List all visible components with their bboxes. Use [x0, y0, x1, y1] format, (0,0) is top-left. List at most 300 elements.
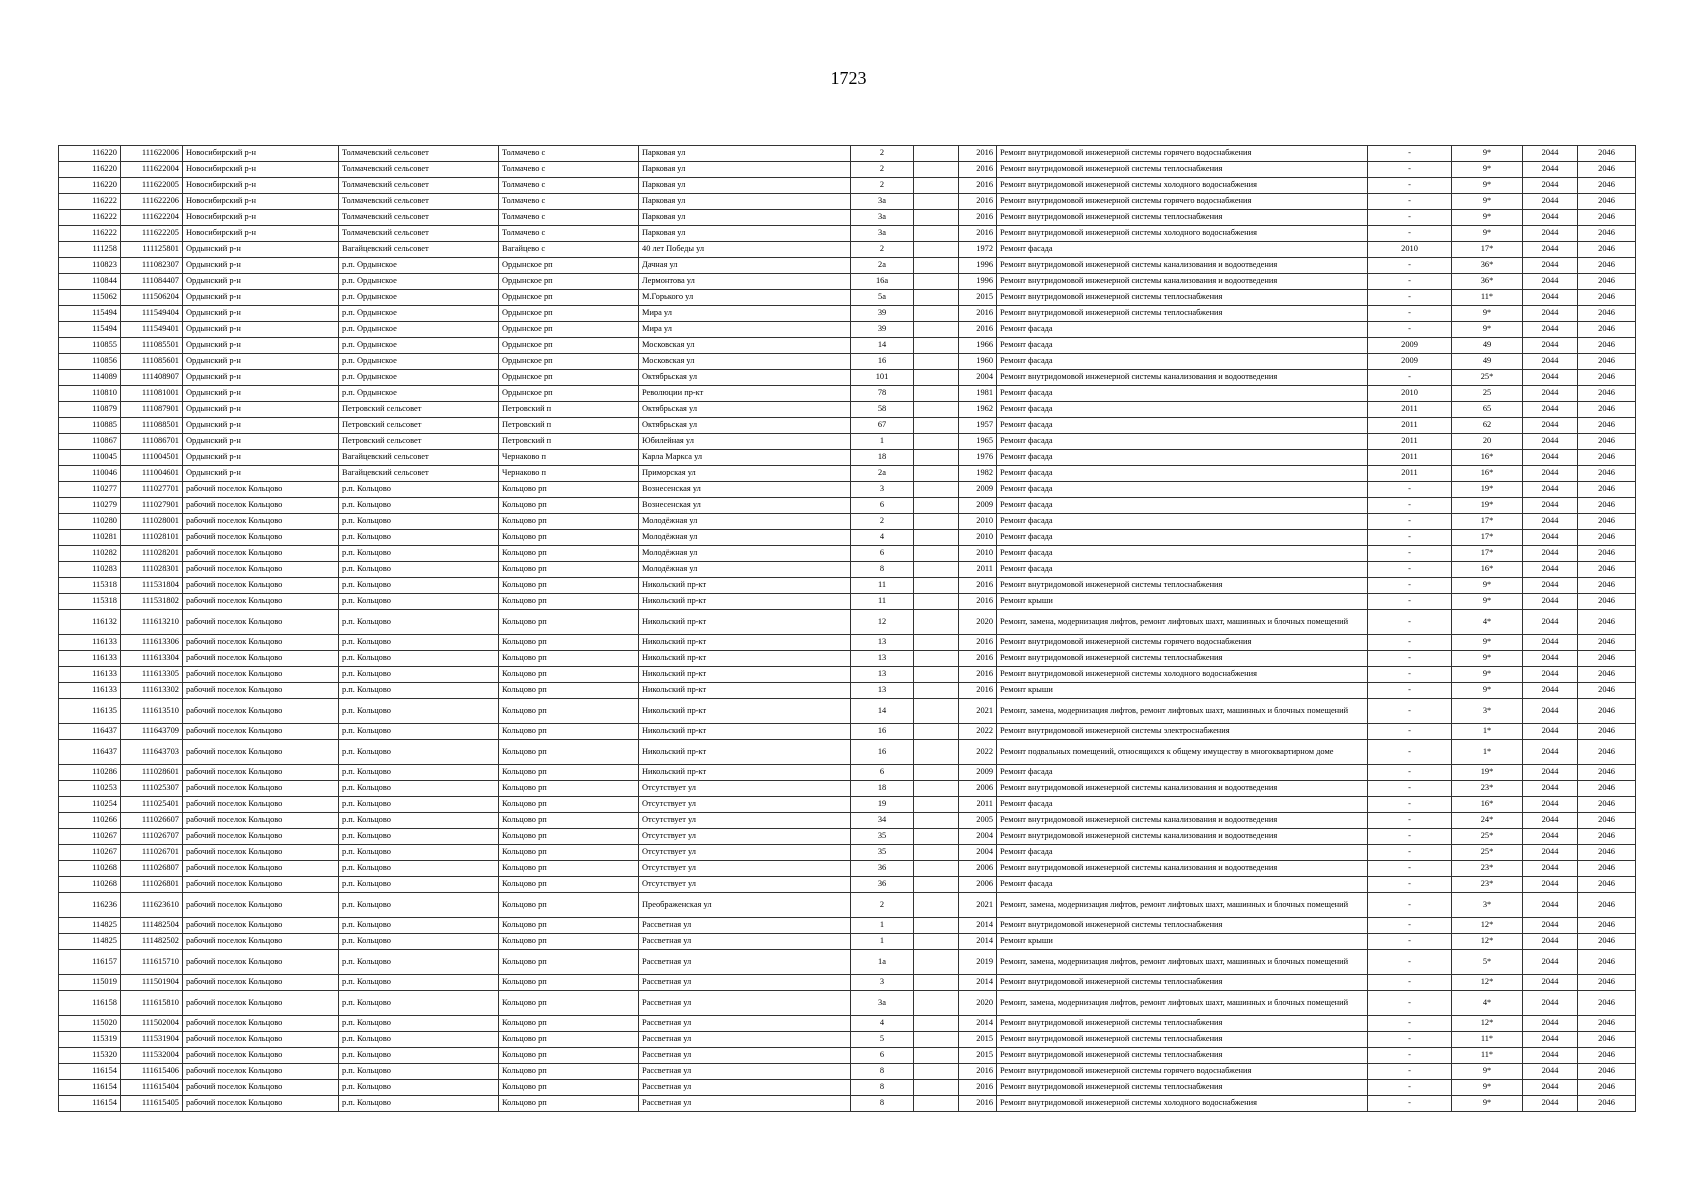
element-id-cell: 111615710	[121, 950, 183, 975]
house-number-cell: 58	[851, 402, 914, 418]
house-id-cell: 110823	[59, 258, 121, 274]
settlement-cell: Ордынское рп	[499, 386, 639, 402]
work-type-cell: Ремонт, замена, модернизация лифтов, ремонт лифтовых шахт, машинных и блочных помещений	[997, 991, 1368, 1016]
street-cell: Парковая ул	[639, 226, 851, 242]
element-id-cell: 111622206	[121, 194, 183, 210]
wear-cell: 62	[1452, 418, 1523, 434]
house-number-cell: 2	[851, 146, 914, 162]
municipality-cell: Вагайцевский сельсовет	[339, 242, 499, 258]
element-id-cell: 111532004	[121, 1048, 183, 1064]
wear-cell: 19*	[1452, 498, 1523, 514]
house-number-cell: 3а	[851, 226, 914, 242]
element-id-cell: 111622005	[121, 178, 183, 194]
house-id-cell: 110266	[59, 813, 121, 829]
street-cell: 40 лет Победы ул	[639, 242, 851, 258]
wear-cell: 12*	[1452, 975, 1523, 991]
municipality-cell: р.п. Кольцово	[339, 975, 499, 991]
house-id-cell: 116154	[59, 1064, 121, 1080]
element-id-cell: 111549404	[121, 306, 183, 322]
work-type-cell: Ремонт подвальных помещений, относящихся к общему имуществу в многоквартирном доме	[997, 740, 1368, 765]
house-id-cell: 116236	[59, 893, 121, 918]
municipality-cell: р.п. Кольцово	[339, 594, 499, 610]
year-cell: 1981	[959, 386, 997, 402]
house-number-cell: 34	[851, 813, 914, 829]
year-cell: 1972	[959, 242, 997, 258]
table-row	[59, 370, 1636, 386]
table-row	[59, 1048, 1636, 1064]
building-cell	[914, 1048, 959, 1064]
year-cell: 2011	[959, 562, 997, 578]
house-number-cell: 16	[851, 724, 914, 740]
plan-start-cell: 2044	[1523, 274, 1578, 290]
house-id-cell: 115494	[59, 306, 121, 322]
settlement-cell: Кольцово рп	[499, 829, 639, 845]
municipality-cell: Петровский сельсовет	[339, 402, 499, 418]
plan-end-cell: 2046	[1578, 1064, 1636, 1080]
work-type-cell: Ремонт фасада	[997, 514, 1368, 530]
plan-end-cell: 2046	[1578, 724, 1636, 740]
street-cell: Никольский пр-кт	[639, 765, 851, 781]
plan-start-cell: 2044	[1523, 635, 1578, 651]
table-row	[59, 635, 1636, 651]
work-type-cell: Ремонт внутридомовой инженерной системы теплоснабжения	[997, 162, 1368, 178]
settlement-cell: Кольцово рп	[499, 934, 639, 950]
plan-start-cell: 2044	[1523, 162, 1578, 178]
plan-start-cell: 2044	[1523, 829, 1578, 845]
plan-end-cell: 2046	[1578, 370, 1636, 386]
table-row	[59, 667, 1636, 683]
last-repair-year-cell: -	[1368, 562, 1452, 578]
plan-start-cell: 2044	[1523, 1096, 1578, 1112]
plan-end-cell: 2046	[1578, 594, 1636, 610]
last-repair-year-cell: -	[1368, 683, 1452, 699]
element-id-cell: 111501904	[121, 975, 183, 991]
plan-end-cell: 2046	[1578, 258, 1636, 274]
house-number-cell: 4	[851, 1016, 914, 1032]
plan-start-cell: 2044	[1523, 258, 1578, 274]
plan-end-cell: 2046	[1578, 178, 1636, 194]
settlement-cell: Кольцово рп	[499, 893, 639, 918]
building-cell	[914, 683, 959, 699]
settlement-cell: Кольцово рп	[499, 724, 639, 740]
street-cell: Октябрьская ул	[639, 402, 851, 418]
element-id-cell: 111482504	[121, 918, 183, 934]
wear-cell: 17*	[1452, 546, 1523, 562]
settlement-cell: Кольцово рп	[499, 1080, 639, 1096]
table-row	[59, 482, 1636, 498]
street-cell: Рассветная ул	[639, 975, 851, 991]
municipality-cell: Петровский сельсовет	[339, 434, 499, 450]
element-id-cell: 111622006	[121, 146, 183, 162]
element-id-cell: 111613305	[121, 667, 183, 683]
house-number-cell: 11	[851, 594, 914, 610]
work-type-cell: Ремонт внутридомовой инженерной системы горячего водоснабжения	[997, 146, 1368, 162]
house-number-cell: 14	[851, 699, 914, 724]
plan-end-cell: 2046	[1578, 242, 1636, 258]
table-row	[59, 893, 1636, 918]
house-id-cell: 110267	[59, 829, 121, 845]
year-cell: 2016	[959, 178, 997, 194]
plan-end-cell: 2046	[1578, 781, 1636, 797]
last-repair-year-cell: 2011	[1368, 402, 1452, 418]
table-row	[59, 975, 1636, 991]
work-type-cell: Ремонт внутридомовой инженерной системы горячего водоснабжения	[997, 194, 1368, 210]
last-repair-year-cell: -	[1368, 274, 1452, 290]
district-cell: Ордынский р-н	[183, 354, 339, 370]
element-id-cell: 111028201	[121, 546, 183, 562]
street-cell: Московская ул	[639, 338, 851, 354]
settlement-cell: Петровский п	[499, 418, 639, 434]
table-row	[59, 258, 1636, 274]
district-cell: Ордынский р-н	[183, 338, 339, 354]
last-repair-year-cell: -	[1368, 1096, 1452, 1112]
plan-end-cell: 2046	[1578, 651, 1636, 667]
house-id-cell: 114089	[59, 370, 121, 386]
municipality-cell: Петровский сельсовет	[339, 418, 499, 434]
house-id-cell: 115020	[59, 1016, 121, 1032]
plan-end-cell: 2046	[1578, 918, 1636, 934]
municipality-cell: р.п. Кольцово	[339, 1016, 499, 1032]
last-repair-year-cell: -	[1368, 546, 1452, 562]
work-type-cell: Ремонт внутридомовой инженерной системы теплоснабжения	[997, 975, 1368, 991]
house-number-cell: 36	[851, 877, 914, 893]
work-type-cell: Ремонт внутридомовой инженерной системы теплоснабжения	[997, 651, 1368, 667]
house-number-cell: 11	[851, 578, 914, 594]
settlement-cell: Кольцово рп	[499, 514, 639, 530]
building-cell	[914, 893, 959, 918]
work-type-cell: Ремонт, замена, модернизация лифтов, ремонт лифтовых шахт, машинных и блочных помещений	[997, 950, 1368, 975]
work-type-cell: Ремонт фасада	[997, 322, 1368, 338]
building-cell	[914, 450, 959, 466]
house-id-cell: 116158	[59, 991, 121, 1016]
plan-start-cell: 2044	[1523, 1032, 1578, 1048]
wear-cell: 9*	[1452, 578, 1523, 594]
year-cell: 2016	[959, 306, 997, 322]
work-type-cell: Ремонт фасада	[997, 797, 1368, 813]
work-type-cell: Ремонт крыши	[997, 934, 1368, 950]
settlement-cell: Кольцово рп	[499, 918, 639, 934]
building-cell	[914, 338, 959, 354]
table-row	[59, 226, 1636, 242]
table-row	[59, 845, 1636, 861]
work-type-cell: Ремонт внутридомовой инженерной системы горячего водоснабжения	[997, 1064, 1368, 1080]
house-number-cell: 13	[851, 667, 914, 683]
table-row	[59, 724, 1636, 740]
last-repair-year-cell: 2011	[1368, 418, 1452, 434]
work-type-cell: Ремонт фасада	[997, 877, 1368, 893]
table-row	[59, 210, 1636, 226]
table-row	[59, 934, 1636, 950]
year-cell: 2016	[959, 594, 997, 610]
last-repair-year-cell: -	[1368, 877, 1452, 893]
building-cell	[914, 226, 959, 242]
plan-start-cell: 2044	[1523, 530, 1578, 546]
municipality-cell: Толмачевский сельсовет	[339, 226, 499, 242]
house-id-cell: 116222	[59, 210, 121, 226]
work-type-cell: Ремонт внутридомовой инженерной системы теплоснабжения	[997, 1032, 1368, 1048]
house-number-cell: 1	[851, 918, 914, 934]
building-cell	[914, 466, 959, 482]
house-number-cell: 1	[851, 434, 914, 450]
municipality-cell: р.п. Кольцово	[339, 829, 499, 845]
plan-end-cell: 2046	[1578, 562, 1636, 578]
district-cell: рабочий поселок Кольцово	[183, 482, 339, 498]
district-cell: рабочий поселок Кольцово	[183, 594, 339, 610]
plan-end-cell: 2046	[1578, 1096, 1636, 1112]
element-id-cell: 111025307	[121, 781, 183, 797]
house-number-cell: 8	[851, 1096, 914, 1112]
district-cell: рабочий поселок Кольцово	[183, 651, 339, 667]
house-id-cell: 115318	[59, 594, 121, 610]
house-id-cell: 110856	[59, 354, 121, 370]
last-repair-year-cell: -	[1368, 740, 1452, 765]
year-cell: 2010	[959, 514, 997, 530]
plan-end-cell: 2046	[1578, 498, 1636, 514]
table-row	[59, 194, 1636, 210]
house-number-cell: 2	[851, 893, 914, 918]
house-id-cell: 116133	[59, 667, 121, 683]
municipality-cell: р.п. Кольцово	[339, 1080, 499, 1096]
house-number-cell: 2	[851, 162, 914, 178]
table-row	[59, 950, 1636, 975]
table-row	[59, 829, 1636, 845]
work-type-cell: Ремонт внутридомовой инженерной системы канализования и водоотведения	[997, 274, 1368, 290]
building-cell	[914, 210, 959, 226]
year-cell: 1957	[959, 418, 997, 434]
last-repair-year-cell: -	[1368, 482, 1452, 498]
district-cell: рабочий поселок Кольцово	[183, 1064, 339, 1080]
municipality-cell: р.п. Кольцово	[339, 781, 499, 797]
street-cell: Рассветная ул	[639, 991, 851, 1016]
building-cell	[914, 861, 959, 877]
table-row	[59, 861, 1636, 877]
plan-end-cell: 2046	[1578, 210, 1636, 226]
building-cell	[914, 813, 959, 829]
last-repair-year-cell: -	[1368, 194, 1452, 210]
wear-cell: 12*	[1452, 918, 1523, 934]
house-id-cell: 115062	[59, 290, 121, 306]
settlement-cell: Кольцово рп	[499, 813, 639, 829]
plan-start-cell: 2044	[1523, 546, 1578, 562]
year-cell: 2016	[959, 194, 997, 210]
district-cell: рабочий поселок Кольцово	[183, 1096, 339, 1112]
wear-cell: 17*	[1452, 530, 1523, 546]
element-id-cell: 111613510	[121, 699, 183, 724]
wear-cell: 24*	[1452, 813, 1523, 829]
table-row	[59, 514, 1636, 530]
year-cell: 2016	[959, 578, 997, 594]
year-cell: 1966	[959, 338, 997, 354]
street-cell: Октябрьская ул	[639, 418, 851, 434]
house-id-cell: 110855	[59, 338, 121, 354]
year-cell: 1960	[959, 354, 997, 370]
house-id-cell: 110283	[59, 562, 121, 578]
plan-start-cell: 2044	[1523, 845, 1578, 861]
element-id-cell: 111531804	[121, 578, 183, 594]
last-repair-year-cell: -	[1368, 893, 1452, 918]
plan-end-cell: 2046	[1578, 418, 1636, 434]
building-cell	[914, 740, 959, 765]
element-id-cell: 111026607	[121, 813, 183, 829]
house-number-cell: 2	[851, 178, 914, 194]
settlement-cell: Вагайцево с	[499, 242, 639, 258]
element-id-cell: 111026807	[121, 861, 183, 877]
last-repair-year-cell: -	[1368, 290, 1452, 306]
street-cell: Никольский пр-кт	[639, 651, 851, 667]
table-row	[59, 1080, 1636, 1096]
work-type-cell: Ремонт внутридомовой инженерной системы теплоснабжения	[997, 1080, 1368, 1096]
wear-cell: 9*	[1452, 635, 1523, 651]
district-cell: рабочий поселок Кольцово	[183, 546, 339, 562]
municipality-cell: р.п. Кольцово	[339, 546, 499, 562]
building-cell	[914, 562, 959, 578]
plan-start-cell: 2044	[1523, 178, 1578, 194]
plan-end-cell: 2046	[1578, 274, 1636, 290]
street-cell: Молодёжная ул	[639, 546, 851, 562]
house-id-cell: 110844	[59, 274, 121, 290]
wear-cell: 5*	[1452, 950, 1523, 975]
building-cell	[914, 975, 959, 991]
house-number-cell: 36	[851, 861, 914, 877]
element-id-cell: 111622205	[121, 226, 183, 242]
house-number-cell: 39	[851, 306, 914, 322]
municipality-cell: Толмачевский сельсовет	[339, 210, 499, 226]
district-cell: Ордынский р-н	[183, 306, 339, 322]
municipality-cell: р.п. Кольцово	[339, 934, 499, 950]
municipality-cell: р.п. Кольцово	[339, 877, 499, 893]
work-type-cell: Ремонт внутридомовой инженерной системы теплоснабжения	[997, 578, 1368, 594]
plan-end-cell: 2046	[1578, 610, 1636, 635]
table-row	[59, 146, 1636, 162]
municipality-cell: р.п. Кольцово	[339, 918, 499, 934]
house-number-cell: 6	[851, 546, 914, 562]
plan-end-cell: 2046	[1578, 1048, 1636, 1064]
house-number-cell: 5а	[851, 290, 914, 306]
house-id-cell: 110280	[59, 514, 121, 530]
table-row	[59, 338, 1636, 354]
house-number-cell: 3	[851, 482, 914, 498]
year-cell: 2009	[959, 765, 997, 781]
district-cell: рабочий поселок Кольцово	[183, 765, 339, 781]
house-id-cell: 110254	[59, 797, 121, 813]
street-cell: Парковая ул	[639, 194, 851, 210]
last-repair-year-cell: -	[1368, 651, 1452, 667]
street-cell: Рассветная ул	[639, 1096, 851, 1112]
work-type-cell: Ремонт внутридомовой инженерной системы канализования и водоотведения	[997, 861, 1368, 877]
street-cell: Никольский пр-кт	[639, 667, 851, 683]
municipality-cell: р.п. Ордынское	[339, 290, 499, 306]
element-id-cell: 111025401	[121, 797, 183, 813]
house-number-cell: 16	[851, 354, 914, 370]
wear-cell: 9*	[1452, 322, 1523, 338]
street-cell: Рассветная ул	[639, 1048, 851, 1064]
settlement-cell: Ордынское рп	[499, 322, 639, 338]
house-number-cell: 16	[851, 740, 914, 765]
year-cell: 2015	[959, 290, 997, 306]
house-id-cell: 110885	[59, 418, 121, 434]
work-type-cell: Ремонт внутридомовой инженерной системы теплоснабжения	[997, 290, 1368, 306]
building-cell	[914, 306, 959, 322]
building-cell	[914, 578, 959, 594]
plan-start-cell: 2044	[1523, 386, 1578, 402]
district-cell: рабочий поселок Кольцово	[183, 991, 339, 1016]
last-repair-year-cell: -	[1368, 934, 1452, 950]
year-cell: 2016	[959, 146, 997, 162]
work-type-cell: Ремонт внутридомовой инженерной системы теплоснабжения	[997, 306, 1368, 322]
settlement-cell: Кольцово рп	[499, 845, 639, 861]
house-id-cell: 110281	[59, 530, 121, 546]
street-cell: Молодёжная ул	[639, 530, 851, 546]
municipality-cell: р.п. Кольцово	[339, 1064, 499, 1080]
plan-start-cell: 2044	[1523, 1048, 1578, 1064]
year-cell: 2016	[959, 651, 997, 667]
table-row	[59, 683, 1636, 699]
table-row	[59, 450, 1636, 466]
table-row	[59, 740, 1636, 765]
building-cell	[914, 699, 959, 724]
settlement-cell: Кольцово рп	[499, 610, 639, 635]
year-cell: 2016	[959, 322, 997, 338]
street-cell: Рассветная ул	[639, 918, 851, 934]
house-id-cell: 116133	[59, 683, 121, 699]
plan-start-cell: 2044	[1523, 893, 1578, 918]
plan-end-cell: 2046	[1578, 861, 1636, 877]
plan-end-cell: 2046	[1578, 934, 1636, 950]
settlement-cell: Кольцово рп	[499, 1096, 639, 1112]
year-cell: 2004	[959, 845, 997, 861]
district-cell: Ордынский р-н	[183, 386, 339, 402]
street-cell: Мира ул	[639, 322, 851, 338]
settlement-cell: Кольцово рп	[499, 635, 639, 651]
district-cell: Новосибирский р-н	[183, 162, 339, 178]
house-id-cell: 116222	[59, 226, 121, 242]
municipality-cell: р.п. Кольцово	[339, 950, 499, 975]
plan-start-cell: 2044	[1523, 210, 1578, 226]
table-row	[59, 781, 1636, 797]
year-cell: 2022	[959, 740, 997, 765]
street-cell: Рассветная ул	[639, 1032, 851, 1048]
table-row	[59, 242, 1636, 258]
house-id-cell: 116437	[59, 724, 121, 740]
wear-cell: 9*	[1452, 683, 1523, 699]
year-cell: 2016	[959, 210, 997, 226]
table-row	[59, 530, 1636, 546]
house-id-cell: 110286	[59, 765, 121, 781]
table-row	[59, 877, 1636, 893]
element-id-cell: 111643703	[121, 740, 183, 765]
last-repair-year-cell: 2009	[1368, 354, 1452, 370]
element-id-cell: 111028101	[121, 530, 183, 546]
last-repair-year-cell: -	[1368, 667, 1452, 683]
municipality-cell: р.п. Кольцово	[339, 724, 499, 740]
house-id-cell: 110268	[59, 877, 121, 893]
house-id-cell: 115318	[59, 578, 121, 594]
house-id-cell: 114825	[59, 934, 121, 950]
settlement-cell: Кольцово рп	[499, 991, 639, 1016]
plan-start-cell: 2044	[1523, 861, 1578, 877]
building-cell	[914, 146, 959, 162]
building-cell	[914, 829, 959, 845]
table-row	[59, 578, 1636, 594]
street-cell: Юбилейная ул	[639, 434, 851, 450]
building-cell	[914, 877, 959, 893]
house-id-cell: 116157	[59, 950, 121, 975]
plan-end-cell: 2046	[1578, 402, 1636, 418]
plan-end-cell: 2046	[1578, 354, 1636, 370]
house-number-cell: 18	[851, 450, 914, 466]
settlement-cell: Толмачево с	[499, 178, 639, 194]
plan-end-cell: 2046	[1578, 635, 1636, 651]
